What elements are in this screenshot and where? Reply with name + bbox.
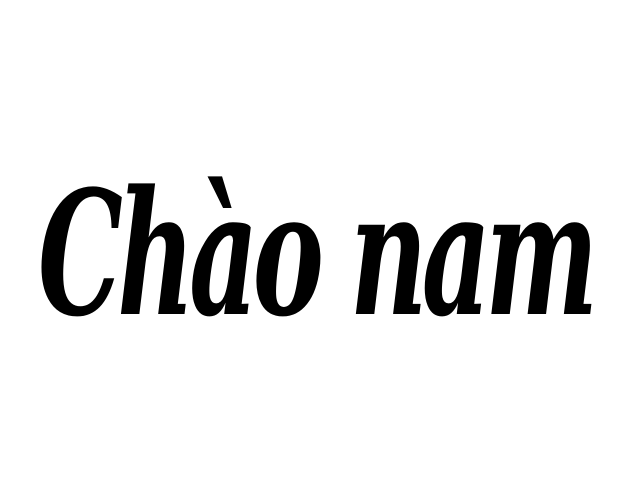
script-text: Chào nam [38, 152, 593, 355]
